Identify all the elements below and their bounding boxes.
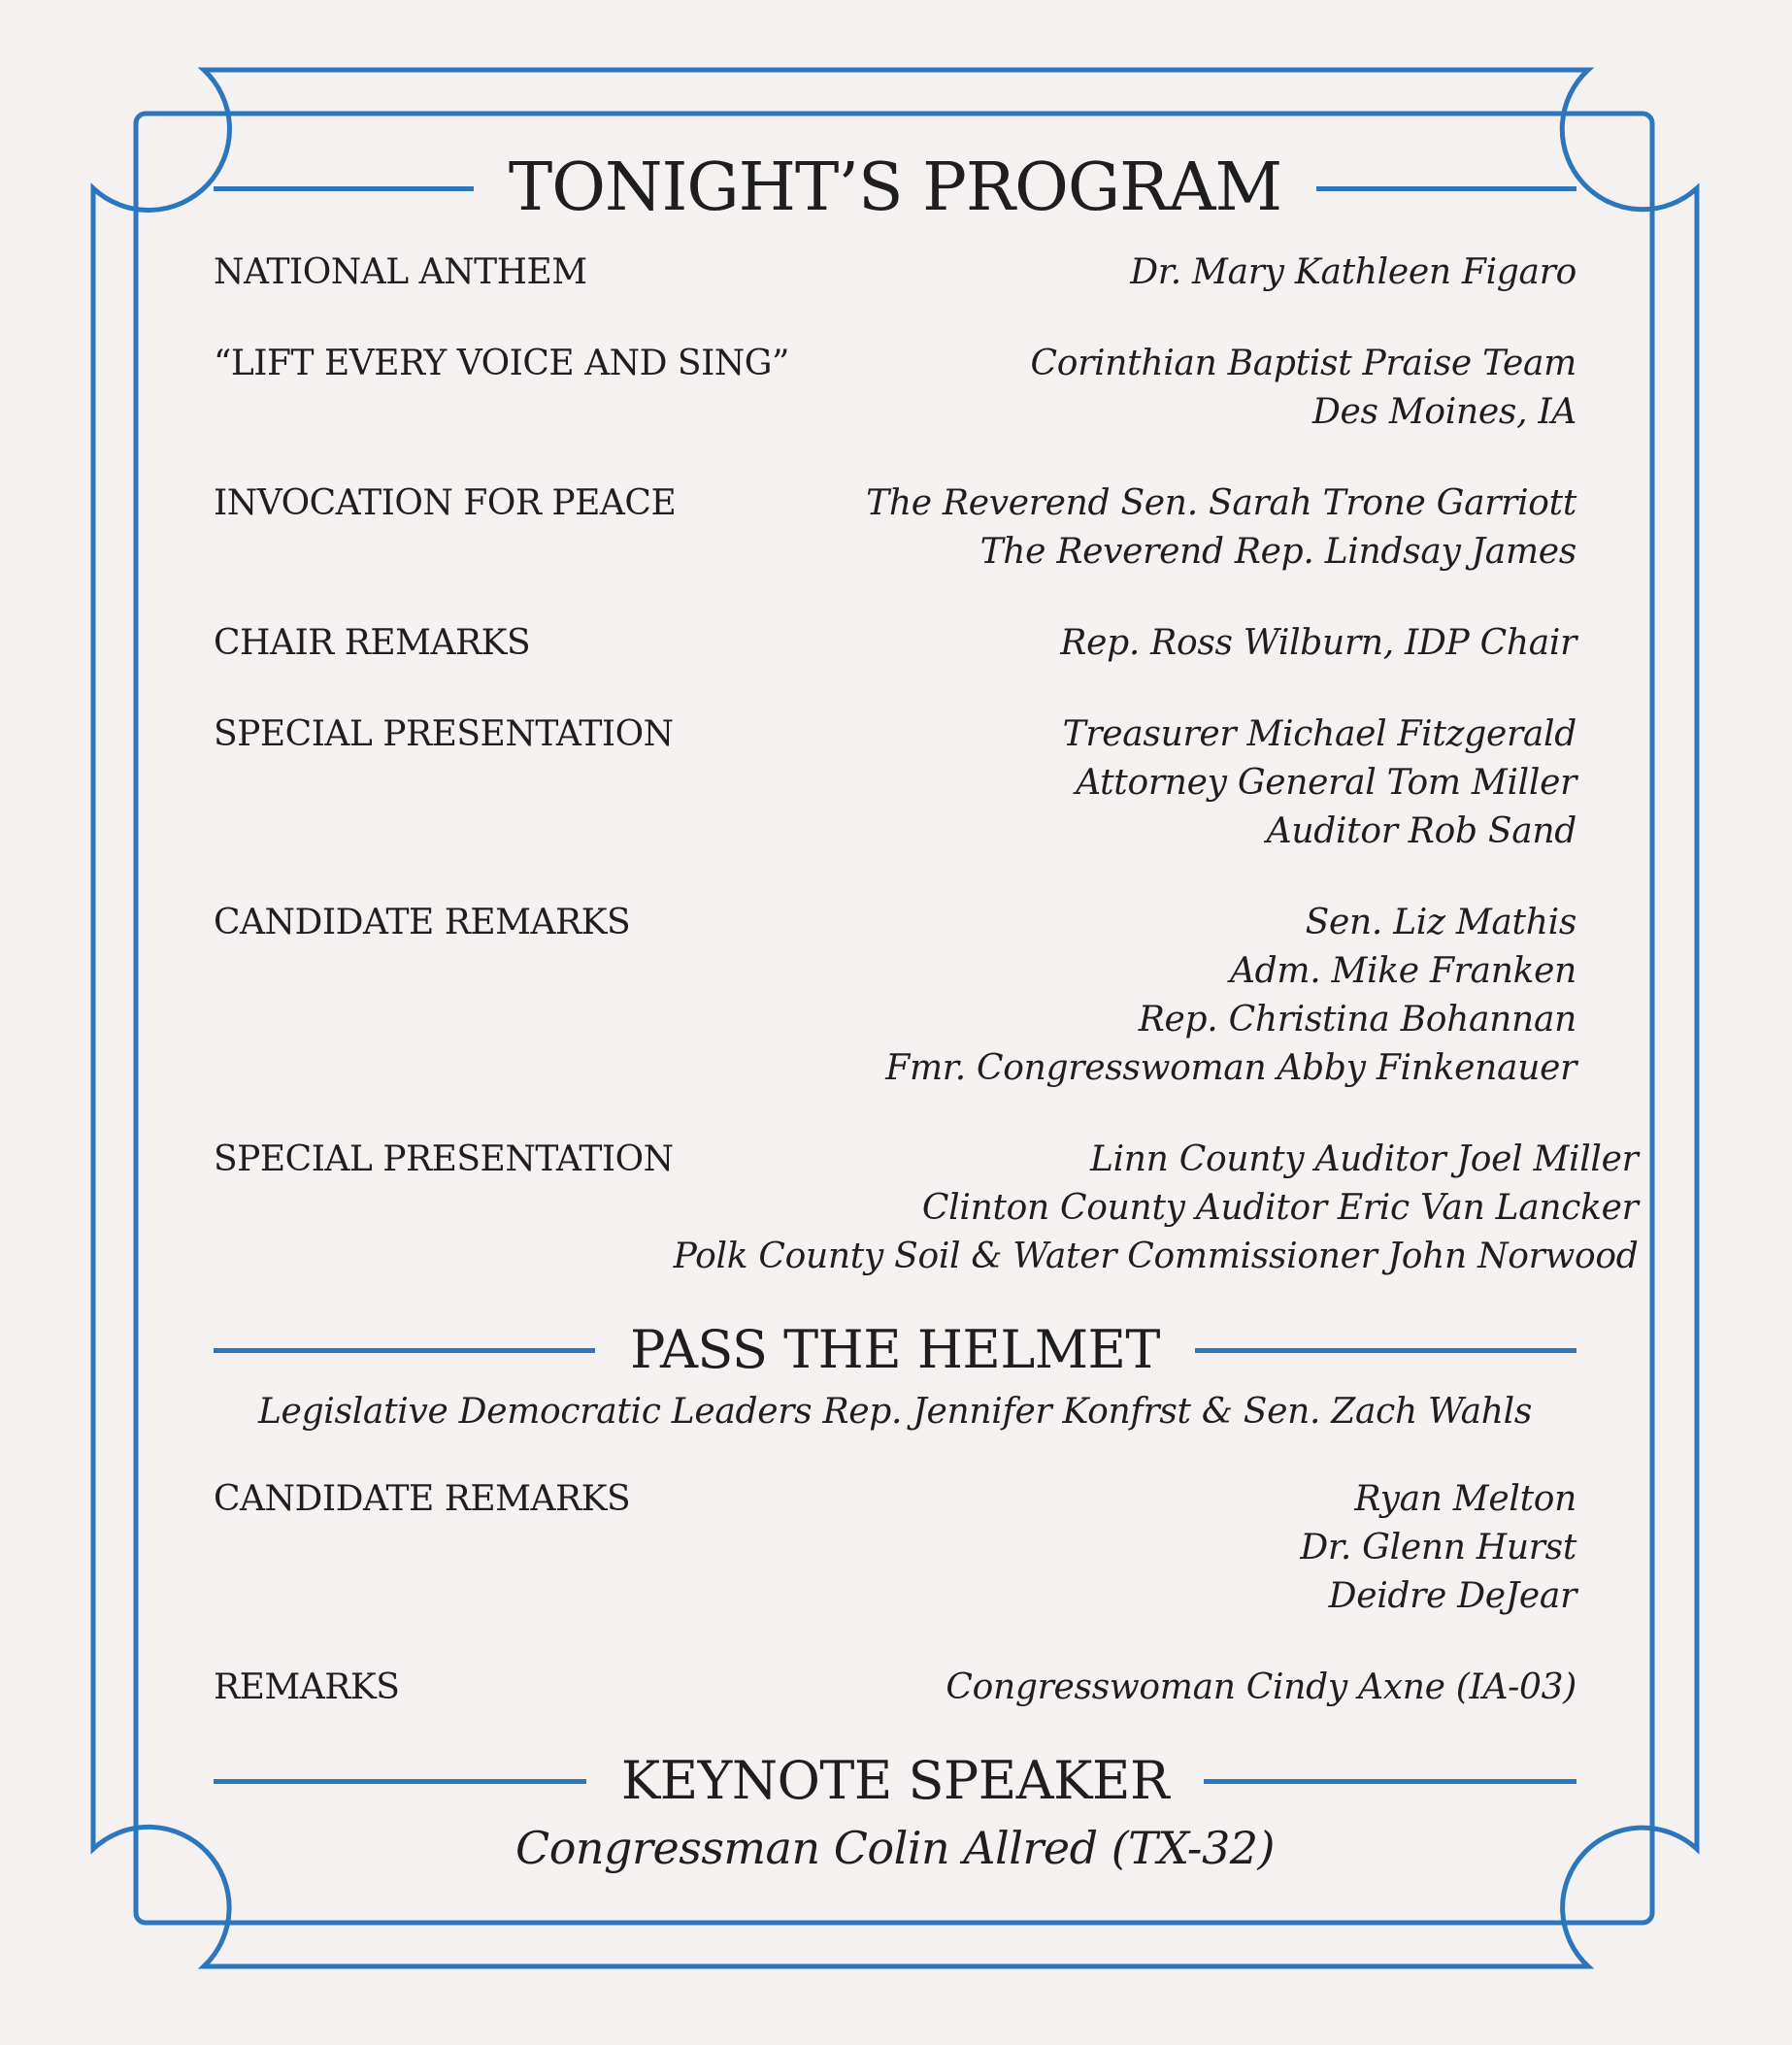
program-item-label: CANDIDATE REMARKS xyxy=(214,1479,631,1519)
program-person: Deidre DeJear xyxy=(1328,1576,1576,1616)
helmet-rule-right xyxy=(1195,1348,1576,1353)
program-person: Dr. Mary Kathleen Figaro xyxy=(1130,252,1576,292)
program-item xyxy=(214,899,1576,1093)
program-item-label: NATIONAL ANTHEM xyxy=(214,252,587,292)
program-item xyxy=(214,1136,1639,1281)
program-item-label: “LIFT EVERY VOICE AND SING” xyxy=(214,344,789,383)
program-person: Auditor Rob Sand xyxy=(1266,811,1576,851)
program-item xyxy=(214,479,1576,577)
program-content xyxy=(214,149,1639,1877)
keynote-rule-left xyxy=(214,1779,586,1784)
program-title-row xyxy=(214,149,1576,226)
program-person: Ryan Melton xyxy=(1354,1479,1576,1519)
program-item-people xyxy=(1063,710,1576,856)
program-item-label: REMARKS xyxy=(214,1667,400,1707)
page-title: TONIGHT’S PROGRAM xyxy=(508,149,1282,226)
program-item-people xyxy=(866,479,1576,577)
pass-helmet-subline: Legislative Democratic Leaders Rep. Jennifer Konfrst & Sen. Zach Wahls xyxy=(257,1392,1533,1432)
title-rule-right xyxy=(1316,186,1576,191)
program-person: Rep. Christina Bohannan xyxy=(1138,1000,1576,1039)
title-rule-left xyxy=(214,186,474,191)
program-person: Congresswoman Cindy Axne (IA-03) xyxy=(946,1667,1576,1707)
program-person: Des Moines, IA xyxy=(1311,392,1576,432)
program-item-people xyxy=(1031,340,1576,437)
program-person: Polk County Soil & Water Commissioner John Norwood xyxy=(673,1237,1639,1276)
keynote-heading-row xyxy=(214,1750,1576,1811)
program-item-label: CHAIR REMARKS xyxy=(214,623,531,663)
program-item xyxy=(214,1664,1576,1712)
program-person: Sen. Liz Mathis xyxy=(1305,903,1576,942)
keynote-speaker-name: Congressman Colin Allred (TX-32) xyxy=(515,1822,1275,1874)
program-item xyxy=(214,619,1576,668)
pass-helmet-heading: PASS THE HELMET xyxy=(630,1319,1160,1380)
program-person: Linn County Auditor Joel Miller xyxy=(1089,1139,1639,1179)
program-person: Dr. Glenn Hurst xyxy=(1300,1528,1576,1567)
program-item-label: INVOCATION FOR PEACE xyxy=(214,483,677,523)
program-item-people xyxy=(946,1664,1576,1712)
program-item-people xyxy=(1130,248,1576,297)
program-item-people xyxy=(1300,1475,1576,1621)
program-item xyxy=(214,248,1576,297)
program-person: The Reverend Rep. Lindsay James xyxy=(979,532,1576,572)
program-item-people xyxy=(674,1136,1639,1281)
program-list-part2 xyxy=(214,1475,1576,1712)
program-person: Attorney General Tom Miller xyxy=(1076,763,1576,803)
pass-helmet-heading-row xyxy=(214,1319,1576,1380)
program-list-part1 xyxy=(214,248,1639,1281)
program-person: Fmr. Congresswoman Abby Finkenauer xyxy=(885,1048,1576,1088)
program-item-label: SPECIAL PRESENTATION xyxy=(214,714,674,754)
keynote-rule-right xyxy=(1204,1779,1576,1784)
program-item-people xyxy=(885,899,1576,1093)
program-person: The Reverend Sen. Sarah Trone Garriott xyxy=(866,483,1576,523)
program-person: Adm. Mike Franken xyxy=(1229,951,1576,991)
program-person: Clinton County Auditor Eric Van Lancker xyxy=(921,1188,1639,1228)
program-item-label: CANDIDATE REMARKS xyxy=(214,903,631,942)
program-person: Rep. Ross Wilburn, IDP Chair xyxy=(1060,623,1576,663)
program-item-people xyxy=(1060,619,1576,668)
program-person: Corinthian Baptist Praise Team xyxy=(1030,344,1576,383)
helmet-rule-left xyxy=(214,1348,595,1353)
program-item xyxy=(214,340,1576,437)
program-item-label: SPECIAL PRESENTATION xyxy=(214,1139,674,1179)
program-item xyxy=(214,710,1576,856)
program-item xyxy=(214,1475,1576,1621)
program-person: Treasurer Michael Fitzgerald xyxy=(1062,714,1576,754)
keynote-heading: KEYNOTE SPEAKER xyxy=(620,1750,1170,1811)
